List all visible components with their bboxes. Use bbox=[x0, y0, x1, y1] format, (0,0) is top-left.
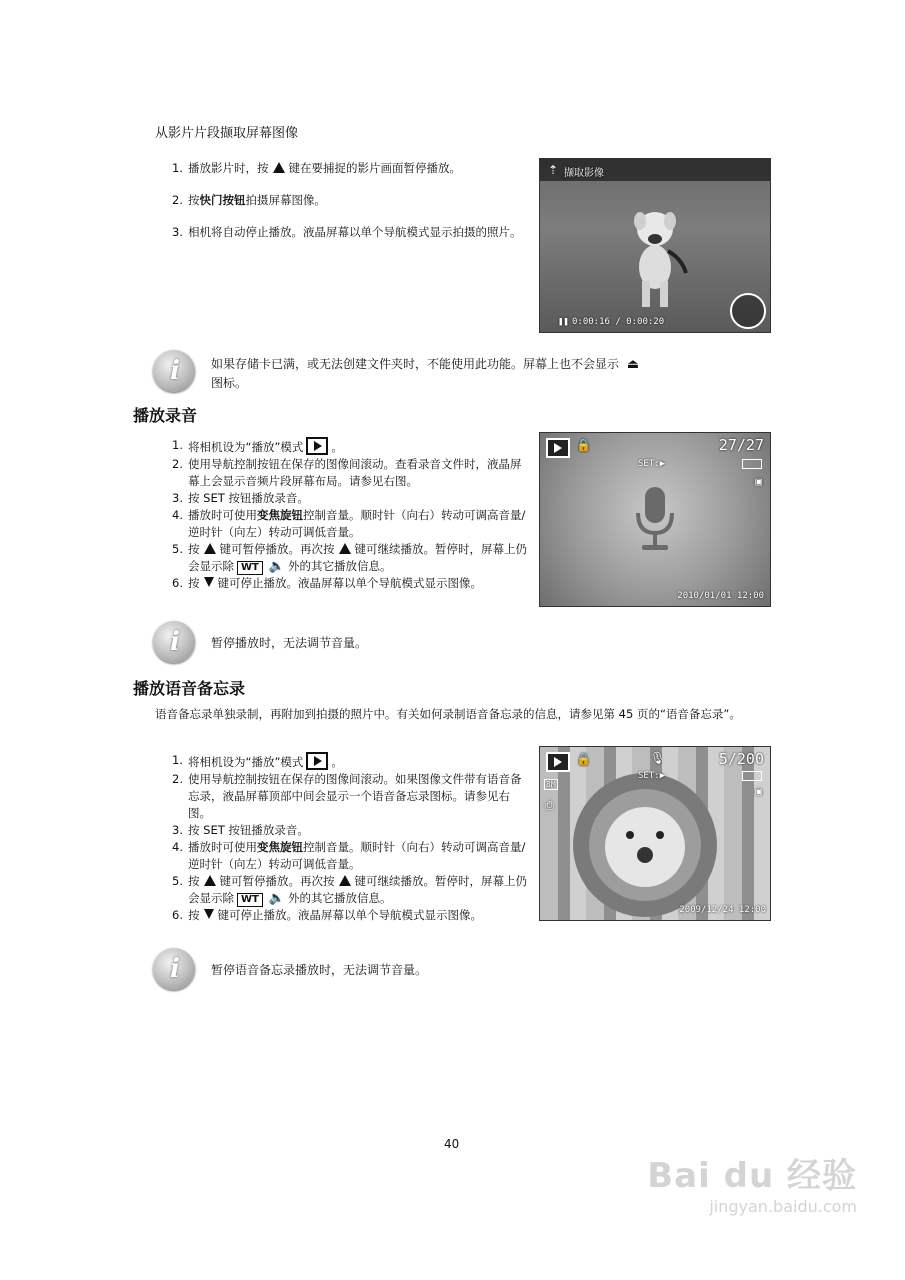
step-item: 6. 按 键可停止播放。液晶屏幕以单个导航模式显示图像。 bbox=[172, 908, 482, 922]
battery-icon bbox=[742, 771, 762, 781]
print-icon: ⎙ bbox=[545, 799, 554, 812]
file-counter: 5/200 bbox=[718, 750, 764, 768]
up-arrow-icon bbox=[339, 875, 351, 886]
section-heading: 播放录音 bbox=[133, 406, 198, 425]
zoom-wt-icon: WT bbox=[237, 893, 263, 907]
down-arrow-icon bbox=[204, 577, 214, 587]
knit-toy-photo bbox=[560, 765, 730, 920]
step-item: 1. 将相机设为“播放”模式 。 bbox=[172, 438, 343, 454]
step-item: 6. 按 键可停止播放。液晶屏幕以单个导航模式显示图像。 bbox=[172, 576, 482, 590]
section-intro: 语音备忘录单独录制，再附加到拍摄的照片中。有关如何录制语音备忘录的信息，请参见第 45 页的“语音备忘录”。 bbox=[155, 707, 741, 721]
image-size-icon: 8M bbox=[546, 780, 556, 789]
play-mode-icon bbox=[306, 752, 328, 770]
note-text: 暂停语音备忘录播放时，无法调节音量。 bbox=[211, 963, 428, 977]
step-item: 1. 播放影片时，按 键在要捕捉的影片画面暂停播放。 bbox=[172, 161, 461, 175]
note-text: 暂停播放时，无法调节音量。 bbox=[211, 636, 368, 650]
section-heading: 播放语音备忘录 bbox=[133, 679, 246, 698]
baidu-watermark: Bai du 经验 jingyan.baidu.com bbox=[647, 1156, 857, 1216]
memory-card-icon: ▣ bbox=[755, 475, 762, 488]
down-arrow-icon bbox=[204, 909, 214, 919]
pause-icon: ❚❚ bbox=[558, 317, 569, 327]
step-item: 2. 使用导航控制按钮在保存的图像间滚动。如果图像文件带有语音备忘录，液晶屏幕顶部中间会显示一个语音备忘录图标。请参见右图。 bbox=[172, 772, 522, 820]
speaker-icon: 🔈 bbox=[268, 559, 286, 574]
step-list bbox=[172, 752, 527, 924]
step-list bbox=[172, 160, 527, 241]
info-icon: i bbox=[153, 948, 195, 990]
info-icon: i bbox=[153, 350, 195, 392]
navigation-dial-icon bbox=[730, 293, 766, 329]
microphone-icon bbox=[632, 485, 678, 557]
camera-screen-audio bbox=[539, 432, 771, 607]
battery-icon bbox=[742, 459, 762, 469]
video-time: 0:00:16 / 0:00:20 bbox=[572, 317, 665, 327]
page-number: 40 bbox=[444, 1137, 460, 1151]
play-mode-icon bbox=[306, 437, 328, 455]
timestamp: 2009/12/24 12:00 bbox=[679, 905, 766, 915]
camera-screen-capture bbox=[539, 158, 771, 333]
file-counter: 27/27 bbox=[718, 436, 764, 454]
voice-memo-icon: 🎙 bbox=[650, 751, 666, 765]
lock-icon: 🔒 bbox=[576, 438, 591, 452]
section-subtitle: 从影片片段撷取屏幕图像 bbox=[155, 126, 299, 141]
info-icon: i bbox=[153, 621, 195, 663]
zoom-wt-icon: WT bbox=[237, 561, 263, 575]
play-mode-icon bbox=[546, 438, 570, 458]
play-mode-icon bbox=[546, 752, 570, 772]
step-item: 2. 使用导航控制按钮在保存的图像间滚动。查看录音文件时，液晶屏幕上会显示音频片段屏幕布局。请参见右图。 bbox=[172, 457, 522, 488]
dog-photo bbox=[620, 201, 690, 311]
step-item: 4. 播放时可使用变焦旋钮控制音量。顺时针（向右）转动可调高音量/逆时针（向左）转动可调低音量。 bbox=[172, 840, 526, 871]
lock-icon: 🔒 bbox=[576, 752, 591, 766]
capture-icon: ⇡ bbox=[548, 163, 559, 177]
capture-label: 撷取影像 bbox=[564, 168, 604, 179]
step-item: 3. 相机将自动停止播放。液晶屏幕以单个导航模式显示拍摄的照片。 bbox=[172, 225, 522, 239]
up-arrow-icon bbox=[273, 162, 285, 173]
step-item: 4. 播放时可使用变焦旋钮控制音量。顺时针（向右）转动可调高音量/逆时针（向左）转动可调低音量。 bbox=[172, 508, 526, 539]
step-item: 2. 按快门按钮拍摄屏幕图像。 bbox=[172, 193, 326, 207]
up-arrow-icon bbox=[339, 543, 351, 554]
set-play-hint: SET:▶ bbox=[638, 771, 666, 781]
step-item: 3. 按 SET 按钮播放录音。 bbox=[172, 491, 309, 505]
step-item: 5. 按 键可暂停播放。再次按 键可继续播放。暂停时，屏幕上仍会显示除 WT 🔈 外的其它播放信息。 bbox=[172, 542, 527, 574]
note-text: 如果存储卡已满，或无法创建文件夹时，不能使用此功能。屏幕上也不会显示 ⏏ 图标。 bbox=[211, 357, 640, 390]
step-list bbox=[172, 437, 527, 592]
step-item: 1. 将相机设为“播放”模式 。 bbox=[172, 753, 343, 769]
up-arrow-icon bbox=[204, 543, 216, 554]
timestamp: 2010/01/01 12:00 bbox=[677, 591, 764, 601]
step-item: 5. 按 键可暂停播放。再次按 键可继续播放。暂停时，屏幕上仍会显示除 WT 🔈 外的其它播放信息。 bbox=[172, 874, 527, 906]
up-arrow-icon bbox=[204, 875, 216, 886]
camera-screen-voice-memo bbox=[539, 746, 771, 921]
speaker-icon: 🔈 bbox=[268, 891, 286, 906]
set-play-hint: SET:▶ bbox=[638, 459, 666, 469]
memory-card-icon: ▣ bbox=[755, 785, 762, 798]
step-item: 3. 按 SET 按钮播放录音。 bbox=[172, 823, 309, 837]
capture-icon: ⏏ bbox=[626, 357, 640, 372]
